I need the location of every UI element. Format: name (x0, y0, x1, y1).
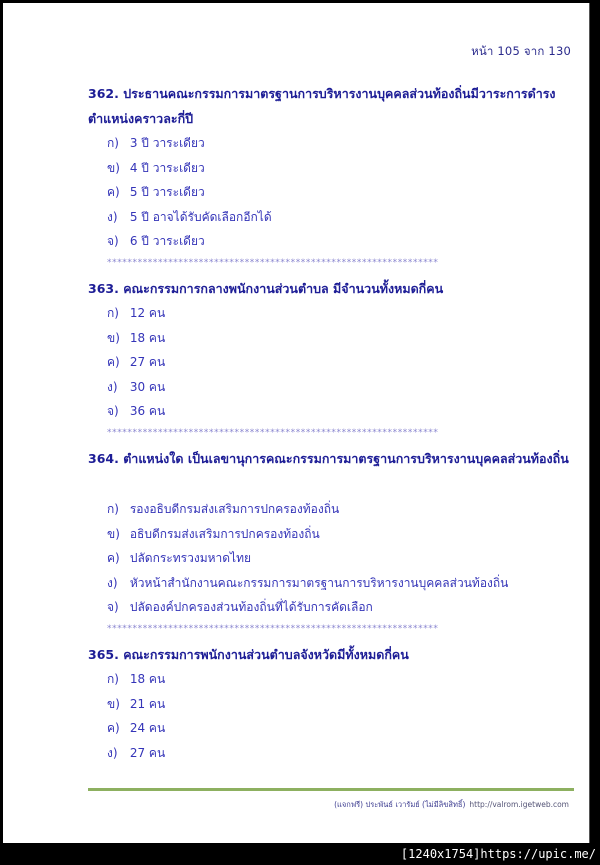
option-text: 27 คน (129, 355, 166, 369)
option-item (107, 205, 577, 230)
option-text: ปลัดกระทรวงมหาดไทย (129, 551, 252, 565)
option-text: อธิบดีกรมส่งเสริมการปกครองท้องถิ่น (129, 526, 320, 541)
option-item (107, 667, 577, 692)
page-indicator: หน้า 105 จาก 130 (471, 44, 571, 58)
option-item (107, 595, 577, 620)
question-365: 365. คณะกรรมการพนักงานส่วนตำบลจังหวัดมีทั้งหมดกี่คน (88, 647, 409, 662)
option-item (107, 326, 577, 351)
option-item (107, 546, 577, 571)
footer-credit-text: (แจกฟรี) ประพันธ์ เวารัมย์ (ไม่มีลิขสิทธิ์) (334, 800, 466, 809)
option-text: รองอธิบดีกรมส่งเสริมการปกครองท้องถิ่น (129, 502, 340, 516)
options-364 (107, 497, 577, 620)
option-letter: ค) (107, 355, 120, 369)
option-letter: ข) (107, 330, 120, 345)
footer-rule (88, 788, 574, 791)
option-letter: ก) (107, 672, 119, 686)
option-text: 18 คน (129, 330, 166, 345)
option-letter: ก) (107, 306, 119, 320)
option-text: 12 คน (129, 306, 166, 320)
options-363 (107, 301, 577, 424)
option-text: 4 ปี วาระเดียว (129, 160, 205, 175)
option-text: 21 คน (129, 696, 166, 711)
separator-stars: ***************************************************************** (107, 258, 439, 268)
option-letter: ง) (107, 379, 118, 394)
footer-credit (334, 799, 569, 811)
option-letter: ข) (107, 160, 120, 175)
option-item (107, 131, 577, 156)
option-item (107, 375, 577, 400)
option-text: 27 คน (129, 745, 166, 760)
separator-stars: ***************************************************************** (107, 428, 439, 438)
option-letter: ค) (107, 721, 120, 735)
option-item (107, 229, 577, 254)
question-362: 362. ประธานคณะกรรมการมาตรฐานการบริหารงานบุคคลส่วนท้องถิ่นมีวาระการดำรงตำแหน่งคราวละกี่ปี (88, 86, 556, 126)
option-letter: จ) (107, 234, 119, 248)
option-item (107, 522, 577, 547)
image-host-watermark: [1240x1754]https://upic.me/ (400, 847, 596, 861)
option-letter: ก) (107, 502, 119, 516)
footer-url[interactable]: http://valrom.igetweb.com (469, 800, 569, 809)
option-letter: จ) (107, 404, 119, 418)
option-item (107, 716, 577, 741)
option-letter: ค) (107, 185, 120, 199)
option-item (107, 350, 577, 375)
option-text: 5 ปี อาจได้รับคัดเลือกอีกได้ (129, 209, 272, 224)
option-letter: ก) (107, 136, 119, 150)
option-text: หัวหน้าสำนักงานคณะกรรมการมาตรฐานการบริหารงานบุคคลส่วนท้องถิ่น (129, 575, 509, 590)
option-letter: ง) (107, 745, 118, 760)
option-text: 3 ปี วาระเดียว (129, 136, 205, 150)
option-text: ปลัดองค์ปกครองส่วนท้องถิ่นที่ได้รับการคัดเลือก (129, 600, 373, 614)
option-item (107, 571, 577, 596)
option-item (107, 497, 577, 522)
document-page (3, 3, 590, 843)
option-text: 18 คน (129, 672, 166, 686)
option-item (107, 741, 577, 766)
option-letter: จ) (107, 600, 119, 614)
option-letter: ง) (107, 209, 118, 224)
options-362 (107, 131, 577, 254)
option-text: 24 คน (129, 721, 166, 735)
option-text: 30 คน (129, 379, 166, 394)
option-text: 6 ปี วาระเดียว (129, 234, 205, 248)
option-letter: ข) (107, 696, 120, 711)
options-365 (107, 667, 577, 765)
option-item (107, 692, 577, 717)
option-letter: ข) (107, 526, 120, 541)
option-item (107, 156, 577, 181)
option-item (107, 399, 577, 424)
option-text: 36 คน (129, 404, 166, 418)
option-item (107, 301, 577, 326)
option-item (107, 180, 577, 205)
question-364: 364. ตำแหน่งใด เป็นเลขานุการคณะกรรมการมาตรฐานการบริหารงานบุคคลส่วนท้องถิ่น (88, 451, 569, 466)
option-text: 5 ปี วาระเดียว (129, 185, 205, 199)
option-letter: ง) (107, 575, 118, 590)
separator-stars: ***************************************************************** (107, 624, 439, 634)
option-letter: ค) (107, 551, 120, 565)
question-363: 363. คณะกรรมการกลางพนักงานส่วนตำบล มีจำนวนทั้งหมดกี่คน (88, 281, 444, 296)
